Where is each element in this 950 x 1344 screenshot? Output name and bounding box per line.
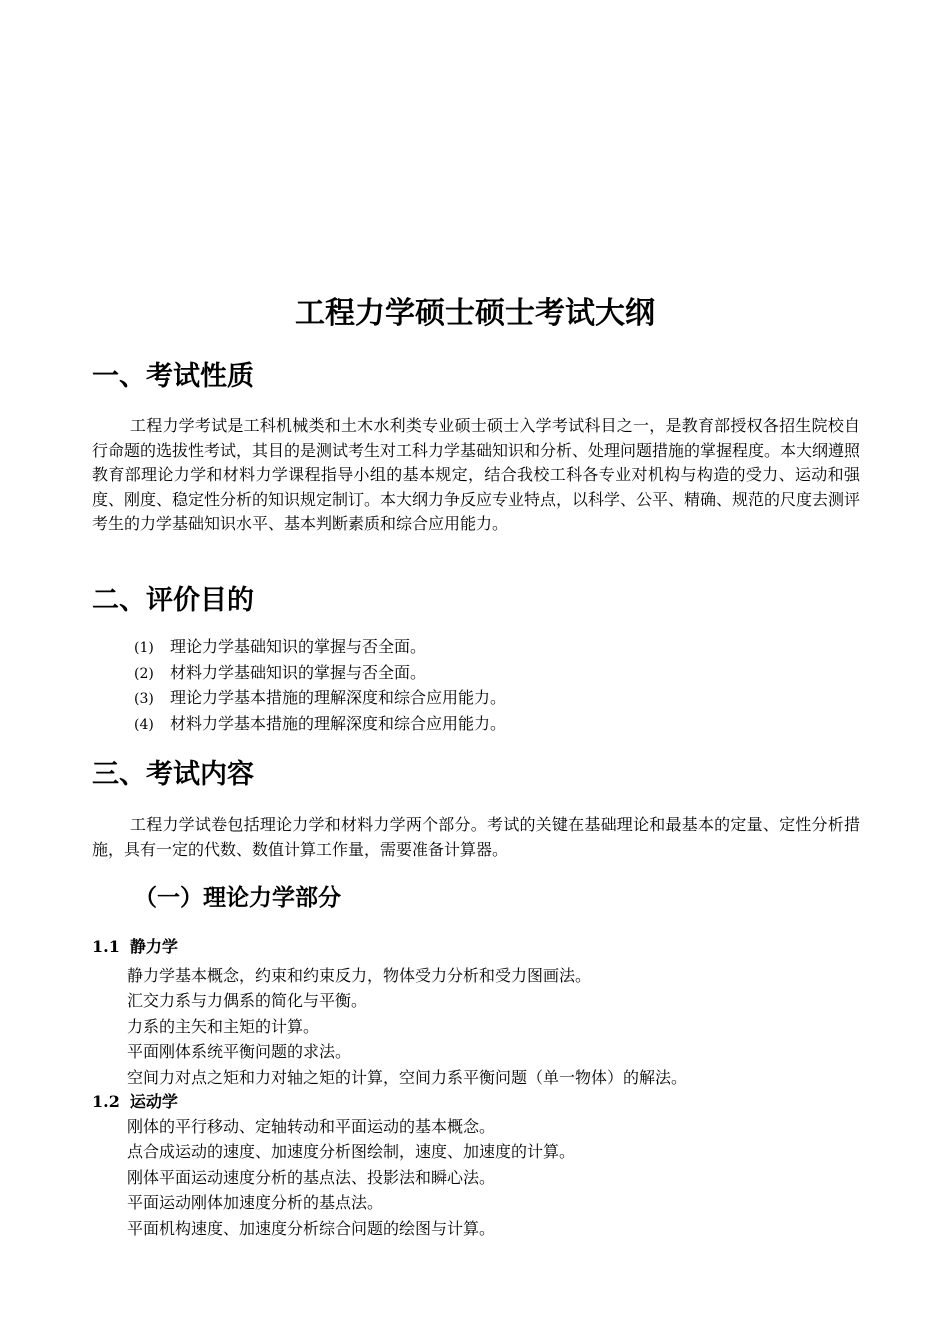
- list-item: 平面刚体系统平衡问题的求法。: [127, 1042, 352, 1062]
- list-item: 空间力对点之矩和力对轴之矩的计算，空间力系平衡问题（单一物体）的解法。: [127, 1067, 688, 1087]
- section-heading-content: 三、考试内容: [92, 759, 254, 790]
- list-item-text: 理论力学基础知识的掌握与否全面。: [170, 637, 427, 656]
- list-item-text: 材料力学基础知识的掌握与否全面。: [170, 662, 427, 682]
- topic-name: 运动学: [129, 1092, 178, 1111]
- section-paragraph-content: 工程力学试卷包括理论力学和材料力学两个部分。考试的关键在基础理论和最基本的定量、定性分析措施，具有一定的代数、数值计算工作量，需要准备计算器。: [92, 815, 860, 859]
- topic-number: 1.1: [92, 937, 120, 956]
- section-paragraph-nature: 工程力学考试是工科机械类和土木水利类专业硕士硕士入学考试科目之一，是教育部授权各招生院校自行命题的选拔性考试，其目的是测试考生对工科力学基础知识和分析、处理问题措施的掌握程度。本大纲遵照教育部理论力学和材料力学课程指导小组的基本规定，结合我校工科各专业对机构与构造的受力、运动和强度、刚度、稳定性分析的知识规定制订。本大纲力争反应专业特点，以科学、公平、精确、规范的尺度去测评考生的力学基础知识水平、基本判断素质和综合应用能力。: [92, 416, 861, 533]
- list-item: [134, 660, 506, 686]
- statics-topic-list: [127, 963, 687, 1090]
- kinematics-topic-list: [127, 1114, 575, 1241]
- list-item-number: (2): [134, 665, 154, 682]
- list-item-number: (4): [134, 716, 154, 733]
- topic-heading-kinematics: [92, 1090, 178, 1114]
- list-item-number: (1): [134, 640, 154, 656]
- subsection-heading-theoretical-mechanics: （一）理论力学部分: [134, 885, 341, 911]
- topic-number: 1.2: [92, 1092, 120, 1111]
- section-heading-purpose: 二、评价目的: [92, 585, 254, 616]
- topic-name: 静力学: [129, 937, 178, 956]
- list-item-text: 材料力学基本措施的理解深度和综合应用能力。: [170, 713, 507, 733]
- list-item: [134, 711, 506, 737]
- list-item: 力系的主矢和主矩的计算。: [127, 1016, 320, 1036]
- list-item: 刚体平面运动速度分析的基点法、投影法和瞬心法。: [127, 1167, 496, 1187]
- document-title: 工程力学硕士硕士考试大纲: [295, 296, 655, 331]
- list-item: 点合成运动的速度、加速度分析图绘制，速度、加速度的计算。: [127, 1142, 576, 1162]
- list-item: [134, 634, 506, 660]
- section-heading-nature: 一、考试性质: [92, 361, 254, 392]
- list-item: 汇交力系与力偶系的简化与平衡。: [127, 991, 368, 1011]
- list-item-text: 理论力学基本措施的理解深度和综合应用能力。: [170, 688, 507, 707]
- list-item: 刚体的平行移动、定轴转动和平面运动的基本概念。: [127, 1117, 496, 1136]
- purpose-list: [134, 634, 506, 736]
- list-item: [134, 685, 506, 711]
- list-item-number: (3): [134, 691, 154, 707]
- list-item: 平面机构速度、加速度分析综合问题的绘图与计算。: [127, 1218, 496, 1238]
- list-item: 静力学基本概念，约束和约束反力，物体受力分析和受力图画法。: [127, 966, 592, 985]
- list-item: 平面运动刚体加速度分析的基点法。: [127, 1193, 384, 1213]
- topic-heading-statics: [92, 935, 178, 959]
